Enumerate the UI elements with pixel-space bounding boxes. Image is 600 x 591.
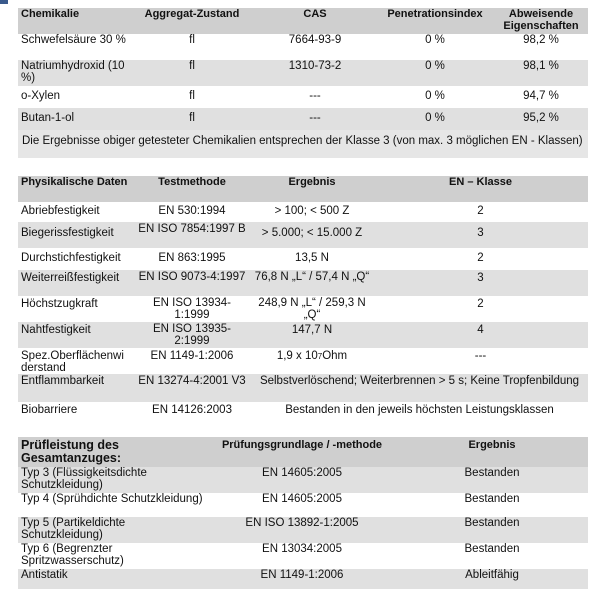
cell: 0 %	[425, 112, 445, 124]
column-header: Testmethode	[133, 176, 251, 202]
table-row	[18, 108, 588, 130]
cell: 1310-73-2	[288, 60, 342, 72]
header-accent	[0, 0, 8, 4]
cell: EN ISO 7854:1997 B	[138, 223, 246, 235]
cell: ---	[474, 350, 487, 362]
cell: 0 %	[425, 90, 445, 102]
cell: EN 13034:2005	[262, 543, 342, 555]
cell: Bestanden in den jeweils höchsten Leistungsklassen	[285, 404, 554, 416]
table-row	[18, 270, 588, 296]
chemical-table	[18, 8, 588, 158]
cell: EN 14605:2005	[262, 467, 342, 479]
table-row	[18, 374, 588, 402]
cell: Biegerissfestigkeit	[21, 227, 114, 239]
cell: Bestanden	[464, 493, 520, 505]
cell: > 5.000; < 15.000 Z	[261, 227, 363, 239]
cell: 248,9 N „L“ / 259,3 N „Q“	[258, 297, 366, 321]
suit-test-table	[18, 437, 588, 589]
resistance-unit: Ohm	[322, 350, 348, 362]
table-row	[18, 222, 588, 248]
column-header: Physikalische Daten	[18, 176, 133, 202]
cell: Schwefelsäure 30 %	[21, 34, 126, 46]
column-header: Ergebnis	[396, 437, 588, 467]
table-row	[18, 296, 588, 322]
cell: 3	[477, 227, 484, 239]
cell: EN 530:1994	[158, 205, 226, 217]
cell: EN 14126:2003	[152, 404, 232, 416]
table-row	[18, 543, 588, 569]
column-header: Aggregat-Zustand	[130, 8, 254, 34]
column-header: Penetrationsindex	[376, 8, 494, 34]
cell: 2	[477, 205, 484, 217]
table-row	[18, 402, 588, 422]
column-header	[18, 437, 208, 467]
cell: 98,1 %	[523, 60, 559, 72]
column-header: Chemikalie	[18, 8, 130, 34]
cell: Typ 5 (Partikeldichte Schutzkleidung)	[21, 517, 126, 541]
physical-data-table	[18, 176, 588, 422]
table-row	[18, 34, 588, 60]
table-header-row	[18, 437, 588, 467]
cell: EN ISO 13892-1:2005	[245, 517, 359, 529]
column-header: Ergebnis	[251, 176, 373, 202]
resistance-value: 1,9 x 10	[276, 350, 318, 362]
cell: ---	[309, 112, 321, 124]
cell: Bestanden	[464, 467, 520, 479]
cell: 13,5 N	[295, 252, 329, 264]
cell: Nahtfestigkeit	[21, 324, 91, 336]
cell: fl	[189, 60, 195, 72]
table-row	[18, 569, 588, 589]
cell: EN 14605:2005	[262, 493, 342, 505]
column-header: Abweisende Eigenschaften	[494, 8, 588, 34]
section-title: Prüfleistung des Gesamtanzuges:	[21, 438, 122, 465]
table-header-row	[18, 8, 588, 34]
cell: fl	[189, 112, 195, 124]
cell: ---	[309, 90, 321, 102]
cell: Typ 6 (Begrenzter Spritzwasserschutz)	[21, 543, 124, 567]
result-note: Die Ergebnisse obiger getesteter Chemikalien entsprechen der Klasse 3 (von max. 3 möglichen EN - Klassen)	[18, 130, 588, 158]
cell: Biobarriere	[21, 404, 78, 416]
cell: 7664-93-9	[288, 34, 342, 46]
cell: Weiterreißfestigkeit	[21, 272, 120, 284]
cell: Spez.Oberflächenwiderstand	[21, 350, 124, 374]
table-row	[18, 202, 588, 222]
cell: Bestanden	[464, 543, 520, 555]
table-row	[18, 248, 588, 270]
cell: > 100; < 500 Z	[274, 205, 350, 217]
table-row	[18, 60, 588, 86]
cell: EN ISO 13934-1:1999	[153, 297, 231, 321]
cell: 94,7 %	[523, 90, 559, 102]
cell: 2	[477, 252, 484, 264]
column-header: Prüfungsgrundlage / -methode	[208, 437, 396, 467]
cell: 98,2 %	[523, 34, 559, 46]
cell: 0 %	[425, 34, 445, 46]
column-header: CAS	[254, 8, 376, 34]
cell: 95,2 %	[523, 112, 559, 124]
table-row	[18, 517, 588, 543]
cell: Antistatik	[21, 569, 68, 581]
table-row	[18, 86, 588, 108]
table-row	[18, 348, 588, 374]
cell: 0 %	[425, 60, 445, 72]
cell: Entflammbarkeit	[21, 375, 105, 387]
cell: 76,8 N „L“ / 57,4 N „Q“	[254, 271, 370, 283]
table-row	[18, 493, 588, 517]
cell: EN ISO 9073-4:1997	[138, 271, 246, 283]
cell: Typ 4 (Sprühdichte Schutzkleidung)	[21, 493, 203, 505]
note-row	[18, 130, 588, 158]
cell: Ableitfähig	[465, 569, 519, 581]
cell: Butan-1-ol	[21, 112, 75, 124]
cell: EN 1149-1:2006	[260, 569, 344, 581]
cell: Abriebfestigkeit	[21, 205, 100, 217]
cell: EN 13274-4:2001 V3	[138, 375, 246, 387]
cell: Durchstichfestigkeit	[21, 252, 121, 264]
table-header-row	[18, 176, 588, 202]
cell: o-Xylen	[21, 90, 60, 102]
cell	[251, 348, 373, 374]
cell: 2	[477, 298, 484, 310]
cell: Selbstverlöschend; Weiterbrennen > 5 s; Keine Tropfenbildung	[259, 375, 580, 387]
column-header: EN – Klasse	[373, 176, 588, 202]
cell: Bestanden	[464, 517, 520, 529]
cell: Höchstzugkraft	[21, 298, 98, 310]
cell: fl	[189, 90, 195, 102]
cell: EN ISO 13935-2:1999	[153, 323, 231, 347]
resistance-exponent: 7	[317, 352, 323, 361]
cell: 4	[477, 324, 484, 336]
cell: EN 1149-1:2006	[150, 350, 234, 362]
cell: Typ 3 (Flüssigkeitsdichte Schutzkleidung)	[21, 467, 147, 491]
cell: fl	[189, 34, 195, 46]
table-row	[18, 467, 588, 493]
table-row	[18, 322, 588, 348]
cell: 147,7 N	[291, 324, 333, 336]
cell: EN 863:1995	[158, 252, 226, 264]
cell: 3	[477, 272, 484, 284]
cell: Natriumhydroxid (10 %)	[21, 60, 125, 84]
